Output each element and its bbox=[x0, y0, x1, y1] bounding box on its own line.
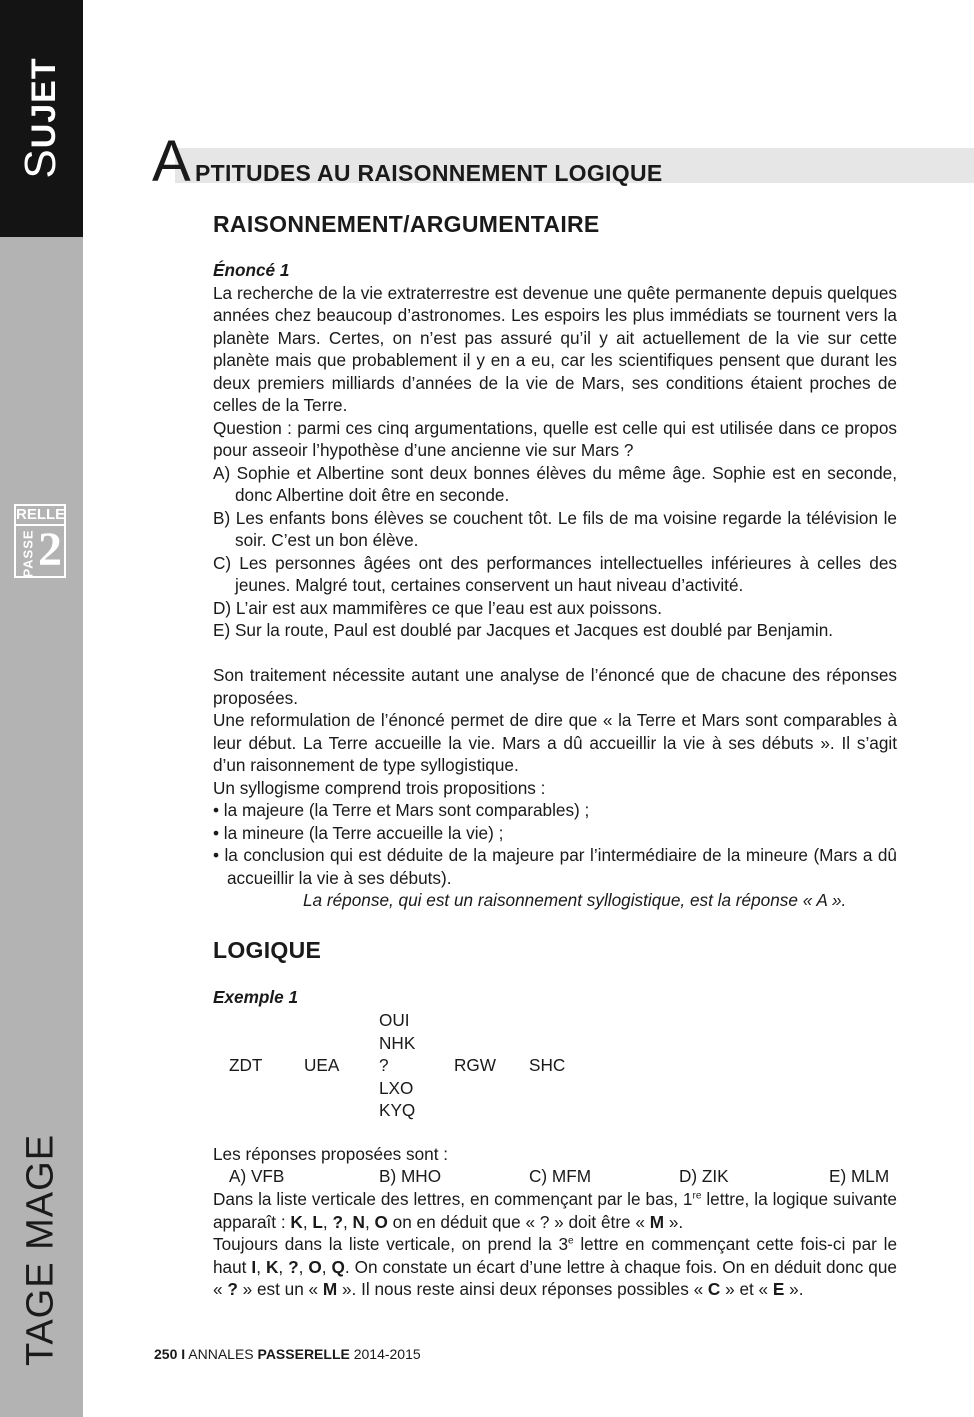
analysis-paragraph: Un syllogisme comprend trois propositions : bbox=[213, 777, 546, 798]
analysis-paragraph: Une reformulation de l’énoncé permet de dire que « la Terre et Mars sont comparables à leur début. La Terre accueille la vie. Mars a dû accueillir la vie à ses débuts ». Il s’agit d’un raisonnement de type syllogistique. bbox=[213, 710, 897, 775]
page-number: 250 bbox=[154, 1346, 178, 1362]
choice-d: D) ZIK bbox=[679, 1166, 729, 1186]
page-title: PTITUDES AU RAISONNEMENT LOGIQUE bbox=[195, 160, 663, 186]
choice-b: B) MHO bbox=[379, 1166, 442, 1186]
grid-cell: ZDT bbox=[229, 1055, 263, 1075]
enonce-label: Énoncé 1 bbox=[213, 260, 290, 280]
explanation-paragraph-1: Dans la liste verticale des lettres, en commençant par le bas, 1re lettre, la logique suivante apparaît : K, L, ?, N, O on en déduit que « ? » doit être « M ». bbox=[213, 1189, 897, 1232]
bullet-item: • la mineure (la Terre accueille la vie) ; bbox=[213, 822, 504, 843]
option-c: C) Les personnes âgées ont des performances intellectuelles inférieures à celles des jeunes. Malgré tout, certaines conservent un haut niveau d’activité. bbox=[213, 552, 897, 595]
section-heading-logique: LOGIQUE bbox=[213, 937, 322, 963]
page-footer: 250 I ANNALES PASSERELLE 2014-2015 bbox=[154, 1346, 421, 1362]
enonce-intro: La recherche de la vie extraterrestre est devenue une quête permanente depuis quelques années chez beaucoup d’astronomes. Les espoirs les plus immédiats se tournent vers la planète Mars. Certes, on n’est pas assuré qu’il y ait actuellement de la vie sur cette planète mais que probablement il y en a eu, car les scientifiques pensent que durant les deux premiers milliards d’années de la vie de Mars, ses conditions étaient proches de celles de la Terre. bbox=[213, 282, 897, 415]
enonce-question: Question : parmi ces cinq argumentations, quelle est celle qui est utilisée dans ce propos pour asseoir l’hypothèse d’une ancienne vie sur Mars ? bbox=[213, 417, 897, 460]
analysis-paragraph: Son traitement nécessite autant une analyse de l’énoncé que de chacune des réponses proposées. bbox=[213, 665, 897, 708]
grid-cell: NHK bbox=[379, 1032, 416, 1053]
option-d: D) L’air est aux mammifères ce que l’eau est aux poissons. bbox=[213, 597, 662, 618]
section1-content bbox=[213, 259, 897, 912]
grid-cell: UEA bbox=[304, 1055, 340, 1075]
sidebar-tage-mage-label: TAGE MAGE bbox=[19, 1133, 62, 1367]
bullet-item: • la majeure (la Terre et Mars sont comparables) ; bbox=[213, 800, 590, 820]
choice-e: E) MLM bbox=[829, 1166, 890, 1186]
choice-c: C) MFM bbox=[529, 1166, 592, 1186]
bullet-item: • la conclusion qui est déduite de la majeure par l’intermédiaire de la mineure (Mars a dû accueillir la vie à ses débuts). bbox=[213, 845, 897, 888]
exemple-label: Exemple 1 bbox=[213, 987, 299, 1007]
option-a: A) Sophie et Albertine sont deux bonnes élèves du même âge. Sophie est en seconde, donc Albertine doit être en seconde. bbox=[213, 462, 897, 505]
grid-cell: LXO bbox=[379, 1077, 414, 1098]
explanation-block bbox=[213, 1188, 897, 1301]
brand-name: PASSERELLE bbox=[257, 1346, 350, 1362]
option-e: E) Sur la route, Paul est doublé par Jacques et Jacques est doublé par Benjamin. bbox=[213, 620, 834, 640]
choices-intro: Les réponses proposées sont : bbox=[213, 1144, 449, 1164]
explanation-paragraph-2: Toujours dans la liste verticale, on prend la 3e lettre en commençant cette fois-ci par le haut I, K, ?, O, Q. On constate un écart d’une lettre à chaque fois. On en déduit donc que « ? » est un « M ». Il nous reste ainsi deux réponses possibles « C » et « E ». bbox=[213, 1234, 898, 1299]
option-b: B) Les enfants bons élèves se couchent tôt. Le fils de ma voisine regarde la télévision le soir. C’est un bon élève. bbox=[213, 507, 897, 550]
grid-cell: RGW bbox=[454, 1055, 497, 1075]
grid-cell: KYQ bbox=[379, 1100, 416, 1120]
title-initial: A bbox=[152, 129, 191, 194]
passerelle-logo: RELLE PASSE 2 bbox=[16, 506, 66, 578]
choices-intro-wrap bbox=[213, 1143, 897, 1166]
choice-a: A) VFB bbox=[229, 1166, 285, 1186]
grid-cell: SHC bbox=[529, 1055, 566, 1075]
section-heading-raisonnement: RAISONNEMENT/ARGUMENTAIRE bbox=[213, 211, 600, 237]
exemple-label-wrap bbox=[213, 986, 897, 1009]
sidebar-sujet-label: SUJET bbox=[16, 57, 65, 179]
grid-cell: OUI bbox=[379, 1010, 410, 1030]
answer-line: La réponse, qui est un raisonnement syllogistique, est la réponse « A ». bbox=[303, 890, 847, 910]
grid-cell-unknown: ? bbox=[379, 1055, 389, 1075]
